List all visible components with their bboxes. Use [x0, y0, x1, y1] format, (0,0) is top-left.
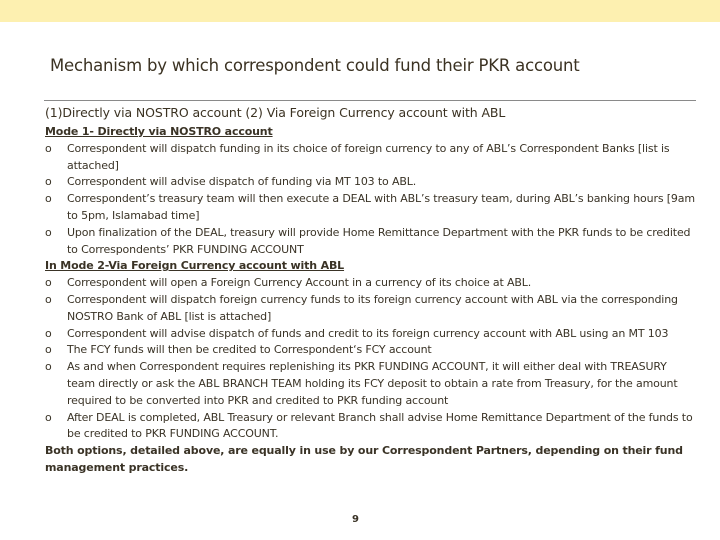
mode2-bullet: [45, 275, 695, 292]
mode1-item-4: Upon finalization of the DEAL, treasury will provide Home Remittance Department with the PKR funds to be credited to Correspondents’ PKR FUNDING ACCOUNT: [67, 225, 691, 256]
mode2-item-5: As and when Correspondent requires replenishing its PKR FUNDING ACCOUNT, it will either deal with TREASURY team directly or ask the ABL BRANCH TEAM holding its FCY deposit to obtain a rate from Treasury, for the amount required to be converted into PKR and credited to PKR funding account: [67, 360, 678, 407]
mode2-item-1: Correspondent will open a Foreign Currency Account in a currency of its choice at ABL.: [67, 276, 532, 290]
bullet-marker: o: [45, 141, 52, 155]
content-body: [45, 124, 695, 477]
closing-statement: Both options, detailed above, are equally in use by our Correspondent Partners, depending on their fund management practices.: [45, 444, 683, 474]
mode2-item-6: After DEAL is completed, ABL Treasury or relevant Branch shall advise Home Remittance Department of the funds to be credited to PKR FUNDING ACCOUNT.: [67, 410, 693, 441]
top-accent-band: [0, 0, 720, 22]
mode2-item-4: The FCY funds will then be credited to Correspondent‘s FCY account: [67, 343, 432, 357]
mode1-bullet: [45, 141, 695, 175]
bullet-marker: o: [45, 192, 52, 206]
title-divider: [44, 100, 696, 101]
slide-subtitle: (1)Directly via NOSTRO account (2) Via Foreign Currency account with ABL: [45, 105, 506, 120]
bullet-marker: o: [45, 360, 52, 374]
mode1-heading: Mode 1- Directly via NOSTRO account: [45, 125, 273, 138]
mode1-bullet: [45, 191, 695, 225]
mode1-item-2: Correspondent will advise dispatch of funding via MT 103 to ABL.: [67, 175, 417, 189]
bullet-marker: o: [45, 410, 52, 424]
mode2-bullet: [45, 410, 695, 444]
mode1-item-1: Correspondent will dispatch funding in its choice of foreign currency to any of ABL’s Correspondent Banks [list is attached]: [67, 141, 670, 172]
page-number: 9: [352, 514, 359, 525]
mode1-item-3: Correspondent’s treasury team will then execute a DEAL with ABL’s treasury team, during ABL’s banking hours [9am to 5pm, Islamabad time]: [67, 192, 695, 222]
mode1-bullet: [45, 225, 695, 259]
mode1-bullet: [45, 174, 695, 191]
bullet-marker: o: [45, 276, 52, 290]
mode2-item-3: Correspondent will advise dispatch of funds and credit to its foreign currency account with ABL using an MT 103: [67, 326, 669, 340]
bullet-marker: o: [45, 326, 52, 340]
bullet-marker: o: [45, 225, 52, 239]
mode2-heading: In Mode 2-Via Foreign Currency account with ABL: [45, 259, 345, 273]
bullet-marker: o: [45, 292, 52, 306]
mode2-bullet: [45, 292, 695, 326]
mode2-bullet: [45, 359, 695, 409]
bullet-marker: o: [45, 343, 52, 357]
bullet-marker: o: [45, 175, 52, 189]
mode2-bullet: [45, 342, 695, 359]
mode2-item-2: Correspondent will dispatch foreign currency funds to its foreign currency account with ABL via the corresponding NOSTRO Bank of ABL [list is attached]: [67, 292, 678, 323]
slide-title: Mechanism by which correspondent could fund their PKR account: [50, 56, 580, 75]
mode2-bullet: [45, 326, 695, 343]
